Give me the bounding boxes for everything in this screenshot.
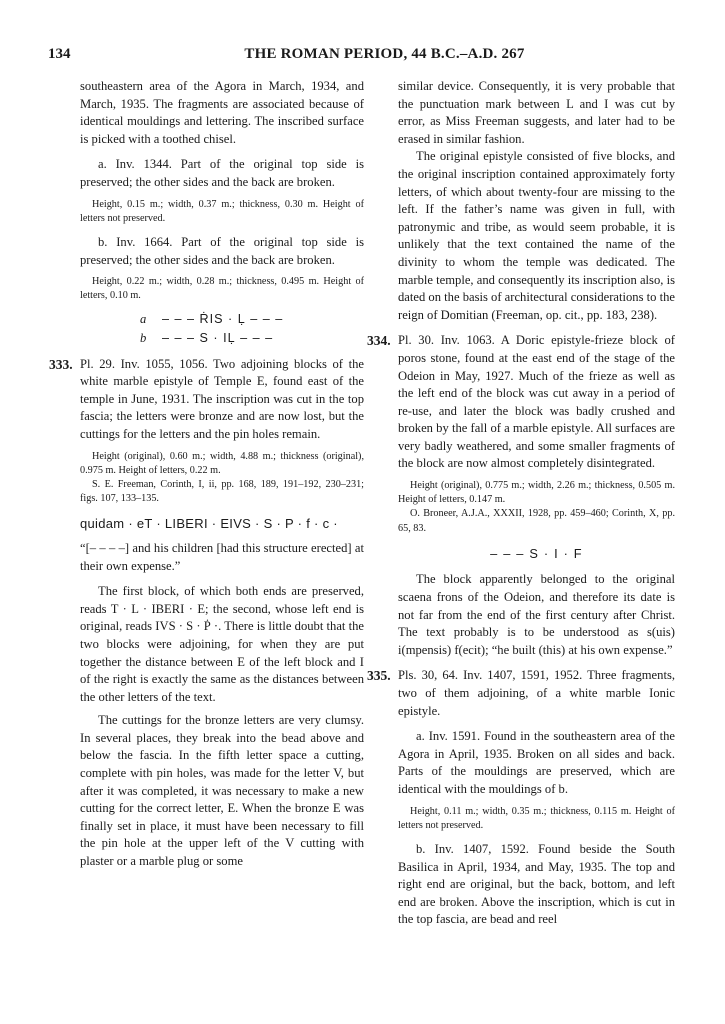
paragraph: The original epistyle consisted of five blocks, and the original inscription contained approximately forty letters, of which about twenty-four are missing to the left. If the father’s name was given in full, with patronymic and tribe, as would seem probable, it is unlikely that the text contained the name of the divinity to whom the temple was dedicated. The marble temple, and consequently its inscription also, is dated on the basis of architectural considerations to the reign of Domitian (Freeman, op. cit., pp. 183, 238).: [398, 149, 675, 322]
entry-334-reference: O. Broneer, A.J.A., XXXII, 1928, pp. 459–460; Corinth, X, pp. 65, 83.: [398, 508, 675, 534]
entry-text: Pl. 30. Inv. 1063. A Doric epistyle-frieze block of poros stone, found at the east end of the stage of the Odeion in May, 1927. Much of the frieze as well as the left end of the block was cut away in a period of re-use, and later the block was badly crushed and broken by the fall of a marble epistyle. All surfaces are very badly weathered, and some smaller fragments of the block are now almost completely disintegrated.: [398, 333, 675, 471]
fragment-b-description: b. Inv. 1407, 1592. Found beside the South Basilica in April, 1934, and May, 1935. The top and right end are original, but the back, bottom, and left end are broken. Above the inscription, which is cut in the top fascia, are bead and reel: [398, 842, 675, 927]
paragraph: southeastern area of the Agora in March, 1934, and March, 1935. The fragments are associated because of identical mouldings and lettering. The inscribed surface is picked with a toothed chisel.: [80, 79, 364, 146]
entry-number: 333.: [49, 356, 73, 372]
inscription-text: quidam · eT · LIBERI · EIVS · S · P · f · c ·: [80, 516, 338, 532]
fragment-a-dimensions: Height, 0.11 m.; width, 0.35 m.; thickness, 0.115 m. Height of letters not preserved.: [398, 805, 675, 831]
fragment-b-dimensions: Height, 0.22 m.; width, 0.28 m.; thickness, 0.495 m. Height of letters, 0.10 m.: [80, 276, 364, 302]
fragment-a-dimensions: Height, 0.15 m.; width, 0.37 m.; thickness, 0.30 m. Height of letters not preserved.: [80, 198, 364, 224]
paragraph: The cuttings for the bronze letters are very clumsy. In several places, they break into the bead above and below the fascia. In the fifth letter space a cutting, complete with pin holes, was made for the letter V, but after it was completed, it was necessary to make a new cutting for the correct letter, E. When the bronze E was finally set in place, it must have been necessary to fill the pin hole at the upper left of the V cutting with plaster or a marble plug or some: [80, 713, 364, 869]
left-column: [49, 78, 364, 871]
inscription-translation: “[– – – –] and his children [had this structure erected] at their own expense.”: [80, 540, 364, 573]
paragraph: The block apparently belonged to the original scaena frons of the Odeion, and therefore its date is not far from the end of the first century after Christ. The text probably is to be understood as s(uis) i(mpensis) f(ecit); “he built (this) at his own expense.”: [398, 572, 675, 657]
fragment-a-description: a. Inv. 1344. Part of the original top side is preserved; the other sides and the back are broken.: [80, 157, 364, 189]
paragraph: similar device. Consequently, it is very probable that the punctuation mark between L and I was cut by error, as Miss Freeman suggests, and later had to be erased in similar fashion.: [398, 79, 675, 146]
entry-text: Pls. 30, 64. Inv. 1407, 1591, 1952. Three fragments, two of them adjoining, of a white marble Ionic epistyle.: [398, 668, 675, 718]
entry-text: Pl. 29. Inv. 1055, 1056. Two adjoining blocks of the white marble epistyle of Temple E, found east of the temple in June, 1931. The inscription was cut in the top fascia; the letters were bronze and are now lost, but the cuttings for the letters and the pin holes remain.: [80, 356, 364, 441]
running-header: [48, 46, 681, 66]
entry-number: 334.: [367, 333, 391, 349]
inscription-text: – – – S · I · F: [490, 545, 583, 561]
entry-334: [367, 332, 675, 473]
running-title: THE ROMAN PERIOD, 44 B.C.–A.D. 267: [244, 46, 525, 62]
entry-number: 335.: [367, 668, 391, 684]
fragment-line-b: b – – – S · IḶ – – –: [140, 330, 274, 345]
fragment-line-a: a – – – ṘIS · Ḷ – – –: [140, 311, 284, 326]
fragment-transcription: [80, 310, 364, 348]
entry-333: [49, 356, 364, 444]
page-number: 134: [48, 46, 71, 62]
fragment-a-description: a. Inv. 1591. Found in the southeastern area of the Agora in April, 1935. Broken on all sides and back. Parts of the mouldings are preserved, which are identical with the mouldings of b.: [398, 729, 675, 796]
right-column: [367, 78, 675, 929]
entry-334-dimensions: Height (original), 0.775 m.; width, 2.26 m.; thickness, 0.505 m. Height of letters, 0.147 m. O. Broneer, A.J.A., XXXII, 1928, pp. 459–460; Corinth, X, pp. 65, 83.: [398, 479, 675, 536]
entry-333-reference: S. E. Freeman, Corinth, I, ii, pp. 168, 189, 191–192, 230–231; figs. 107, 133–135.: [80, 478, 364, 505]
entry-333-dimensions: Height (original), 0.60 m.; width, 4.88 m.; thickness (original), 0.975 m. Height of letters, 0.22 m. S. E. Freeman, Corinth, I, ii, pp. 168, 189, 191–192, 230–231; figs. 107, 133–135.: [80, 450, 364, 507]
entry-335: [367, 667, 675, 720]
paragraph: The first block, of which both ends are preserved, reads T · L · IBERI · E; the second, whose left end is original, reads IVS · S · Ṗ ·. There is little doubt that the two blocks were adjoining, for when they are put together the distance between E of the left block and I of the right is exactly the same as the distances between the other letters of the text.: [80, 584, 364, 704]
fragment-b-description: b. Inv. 1664. Part of the original top side is preserved; the other sides and the back are broken.: [80, 234, 364, 267]
